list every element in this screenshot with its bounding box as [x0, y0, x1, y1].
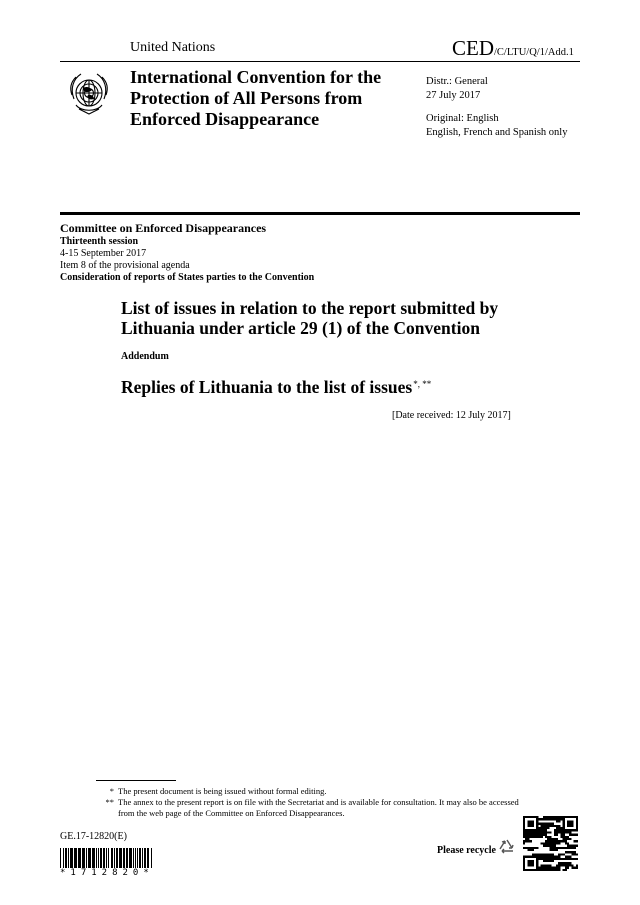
replies-title-text: Replies of Lithuania to the list of issues — [121, 377, 413, 397]
footnote-marks: *, ** — [413, 379, 432, 389]
footnote-mark: ** — [105, 797, 114, 807]
symbol-rest: /C/LTU/Q/1/Add.1 — [494, 47, 574, 58]
convention-title: International Convention for the Protection of All Persons from Enforced Disappearance — [130, 67, 382, 129]
distr-date: 27 July 2017 — [426, 89, 481, 101]
footnotes — [96, 786, 526, 819]
recycle-icon — [496, 837, 518, 859]
document-symbol — [452, 36, 574, 61]
barcode-icon — [60, 848, 152, 868]
addendum-label: Addendum — [121, 351, 169, 362]
barcode-number: *1712820* — [60, 868, 154, 878]
original-language: Original: English — [426, 113, 499, 124]
session: Thirteenth session — [60, 236, 139, 247]
committee-name: Committee on Enforced Disappearances — [60, 221, 267, 235]
distribution-block — [426, 75, 567, 139]
footnote-text: The annex to the present report is on file with the Secretariat and is available for consultation. It may also be accessed from the web page of the Committee on Enforced Disappearances. — [118, 797, 519, 818]
header-rule — [60, 61, 580, 62]
qr-code-icon — [523, 816, 578, 871]
replies-title — [121, 377, 431, 398]
recycle-label: Please recycle — [437, 845, 496, 856]
session-dates: 4-15 September 2017 — [60, 248, 147, 259]
agenda-consideration: Consideration of reports of States parties to the Convention — [60, 272, 315, 283]
symbol-main: CED — [452, 36, 494, 60]
agenda-item: Item 8 of the provisional agenda — [60, 260, 190, 271]
section-rule — [60, 212, 580, 215]
document-number: GE.17-12820(E) — [60, 831, 127, 842]
footnote-text: The present document is being issued without formal editing. — [118, 786, 327, 796]
footnote — [96, 797, 526, 819]
committee-block — [60, 222, 390, 284]
footnote-mark: * — [109, 786, 114, 796]
distr-status: Distr.: General — [426, 76, 488, 87]
footnote-rule — [96, 780, 176, 781]
footnote — [96, 786, 526, 797]
org-name: United Nations — [130, 40, 216, 55]
document-title: List of issues in relation to the report submitted by Lithuania under article 29 (1) of the Convention — [121, 298, 499, 338]
date-received: [Date received: 12 July 2017] — [392, 410, 511, 421]
languages: English, French and Spanish only — [426, 126, 568, 138]
un-emblem-icon — [64, 69, 114, 119]
